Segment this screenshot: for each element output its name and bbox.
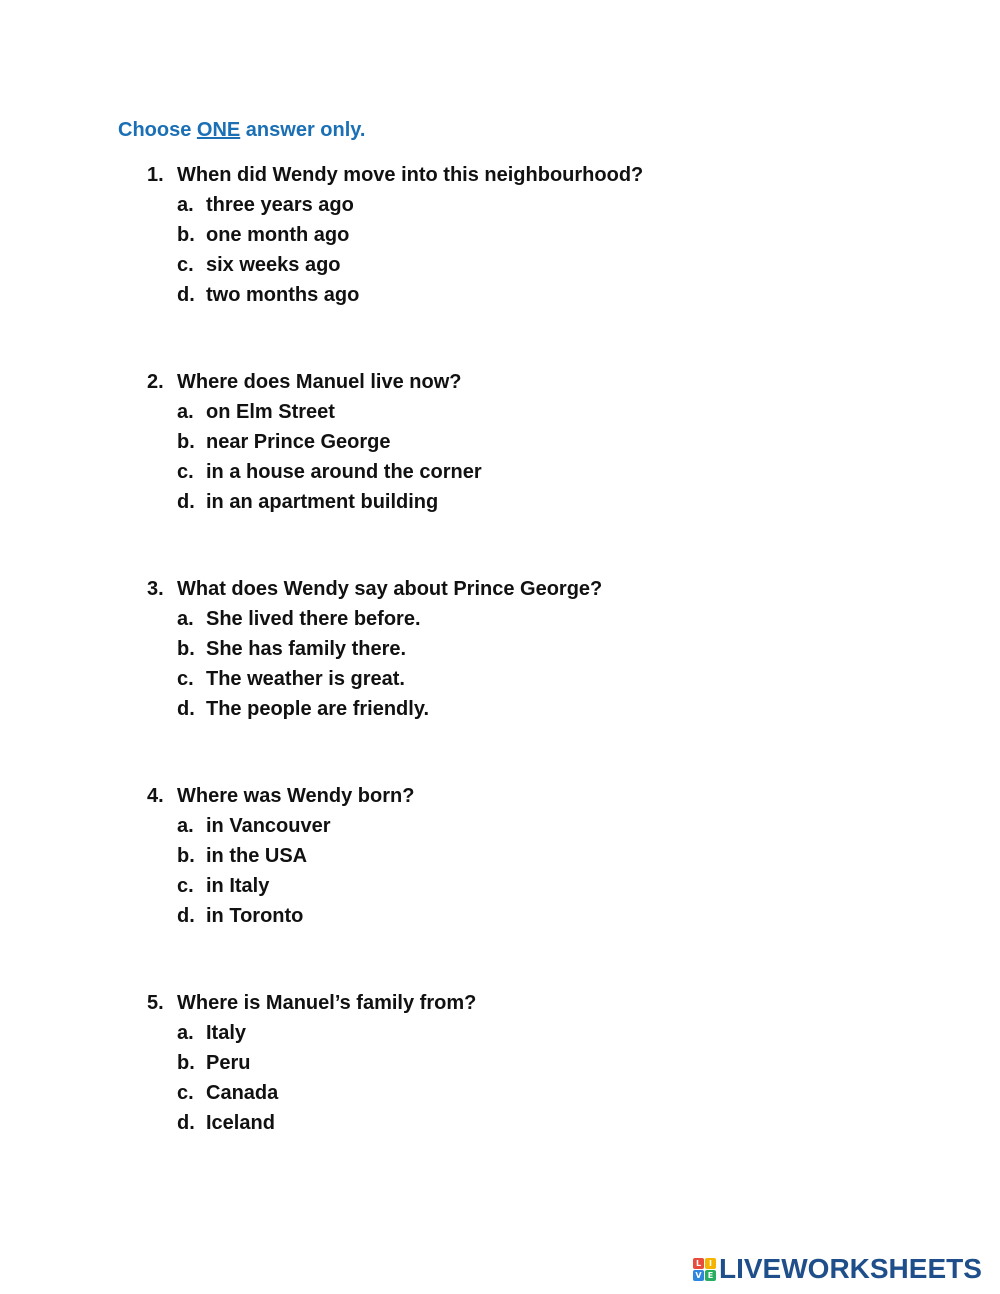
option-text: in Italy <box>206 875 270 897</box>
option-item[interactable] <box>177 1078 947 1108</box>
option-item[interactable] <box>177 487 947 517</box>
option-list <box>177 604 947 724</box>
question-number: 4. <box>147 785 164 807</box>
liveworksheets-logo <box>693 1252 982 1286</box>
option-letter: c. <box>177 1082 194 1104</box>
question-text: What does Wendy say about Prince George? <box>177 578 603 600</box>
option-text: in the USA <box>206 845 308 867</box>
instruction-text <box>118 119 365 142</box>
logo-text: LIVEWORKSHEETS <box>719 1253 982 1284</box>
logo-mark-tile: V <box>693 1270 704 1281</box>
option-text: Peru <box>206 1052 251 1074</box>
option-list <box>177 811 947 931</box>
option-text: on Elm Street <box>206 401 335 423</box>
option-item[interactable] <box>177 280 947 310</box>
option-letter: d. <box>177 284 195 306</box>
question-number: 3. <box>147 578 164 600</box>
option-item[interactable] <box>177 604 947 634</box>
option-item[interactable] <box>177 427 947 457</box>
question-2 <box>147 367 947 517</box>
option-text: in a house around the corner <box>206 461 482 483</box>
logo-mark-tile: I <box>705 1258 716 1269</box>
question-5 <box>147 988 947 1138</box>
question-row <box>147 781 947 811</box>
option-text: Canada <box>206 1082 279 1104</box>
option-item[interactable] <box>177 871 947 901</box>
logo-mark-icon <box>693 1258 716 1281</box>
logo-mark-tile: E <box>705 1270 716 1281</box>
option-text: She has family there. <box>206 638 407 660</box>
question-4 <box>147 781 947 931</box>
option-text: She lived there before. <box>206 608 421 630</box>
instruction-emphasis: ONE <box>196 119 241 141</box>
question-text: When did Wendy move into this neighbourhood? <box>177 164 644 186</box>
option-item[interactable] <box>177 841 947 871</box>
option-letter: b. <box>177 845 195 867</box>
option-letter: c. <box>177 668 194 690</box>
option-text: Iceland <box>206 1112 275 1134</box>
option-letter: d. <box>177 905 195 927</box>
option-text: in Toronto <box>206 905 304 927</box>
option-item[interactable] <box>177 664 947 694</box>
question-3 <box>147 574 947 724</box>
option-letter: d. <box>177 1112 195 1134</box>
option-letter: d. <box>177 491 195 513</box>
option-text: The weather is great. <box>206 668 405 690</box>
option-list <box>177 397 947 517</box>
option-letter: c. <box>177 254 194 276</box>
option-letter: a. <box>177 815 194 837</box>
option-text: three years ago <box>206 194 354 216</box>
question-text: Where does Manuel live now? <box>177 371 462 393</box>
option-item[interactable] <box>177 634 947 664</box>
option-text: in Vancouver <box>206 815 331 837</box>
question-text: Where was Wendy born? <box>177 785 415 807</box>
option-letter: b. <box>177 431 195 453</box>
option-letter: a. <box>177 194 194 216</box>
option-letter: d. <box>177 698 195 720</box>
question-text: Where is Manuel’s family from? <box>177 992 477 1014</box>
option-list <box>177 1018 947 1138</box>
question-row <box>147 160 947 190</box>
option-item[interactable] <box>177 250 947 280</box>
question-number: 1. <box>147 164 164 186</box>
option-letter: a. <box>177 608 194 630</box>
option-item[interactable] <box>177 1018 947 1048</box>
option-item[interactable] <box>177 694 947 724</box>
question-row <box>147 988 947 1018</box>
option-text: Italy <box>206 1022 247 1044</box>
logo-mark-tile: L <box>693 1258 704 1269</box>
option-item[interactable] <box>177 190 947 220</box>
option-text: one month ago <box>206 224 350 246</box>
option-text: The people are friendly. <box>206 698 430 720</box>
question-number: 2. <box>147 371 164 393</box>
option-item[interactable] <box>177 397 947 427</box>
option-item[interactable] <box>177 811 947 841</box>
option-text: near Prince George <box>206 431 391 453</box>
option-letter: b. <box>177 224 195 246</box>
option-item[interactable] <box>177 457 947 487</box>
option-letter: c. <box>177 461 194 483</box>
instruction-before: Choose <box>118 119 197 141</box>
instruction-after: answer only. <box>240 119 366 141</box>
option-text: two months ago <box>206 284 360 306</box>
option-item[interactable] <box>177 1048 947 1078</box>
question-number: 5. <box>147 992 164 1014</box>
question-row <box>147 574 947 604</box>
option-item[interactable] <box>177 220 947 250</box>
question-row <box>147 367 947 397</box>
option-letter: c. <box>177 875 194 897</box>
question-1 <box>147 160 947 310</box>
option-letter: a. <box>177 401 194 423</box>
option-text: six weeks ago <box>206 254 341 276</box>
option-item[interactable] <box>177 1108 947 1138</box>
option-list <box>177 190 947 310</box>
option-item[interactable] <box>177 901 947 931</box>
option-letter: a. <box>177 1022 194 1044</box>
option-text: in an apartment building <box>206 491 439 513</box>
option-letter: b. <box>177 638 195 660</box>
option-letter: b. <box>177 1052 195 1074</box>
